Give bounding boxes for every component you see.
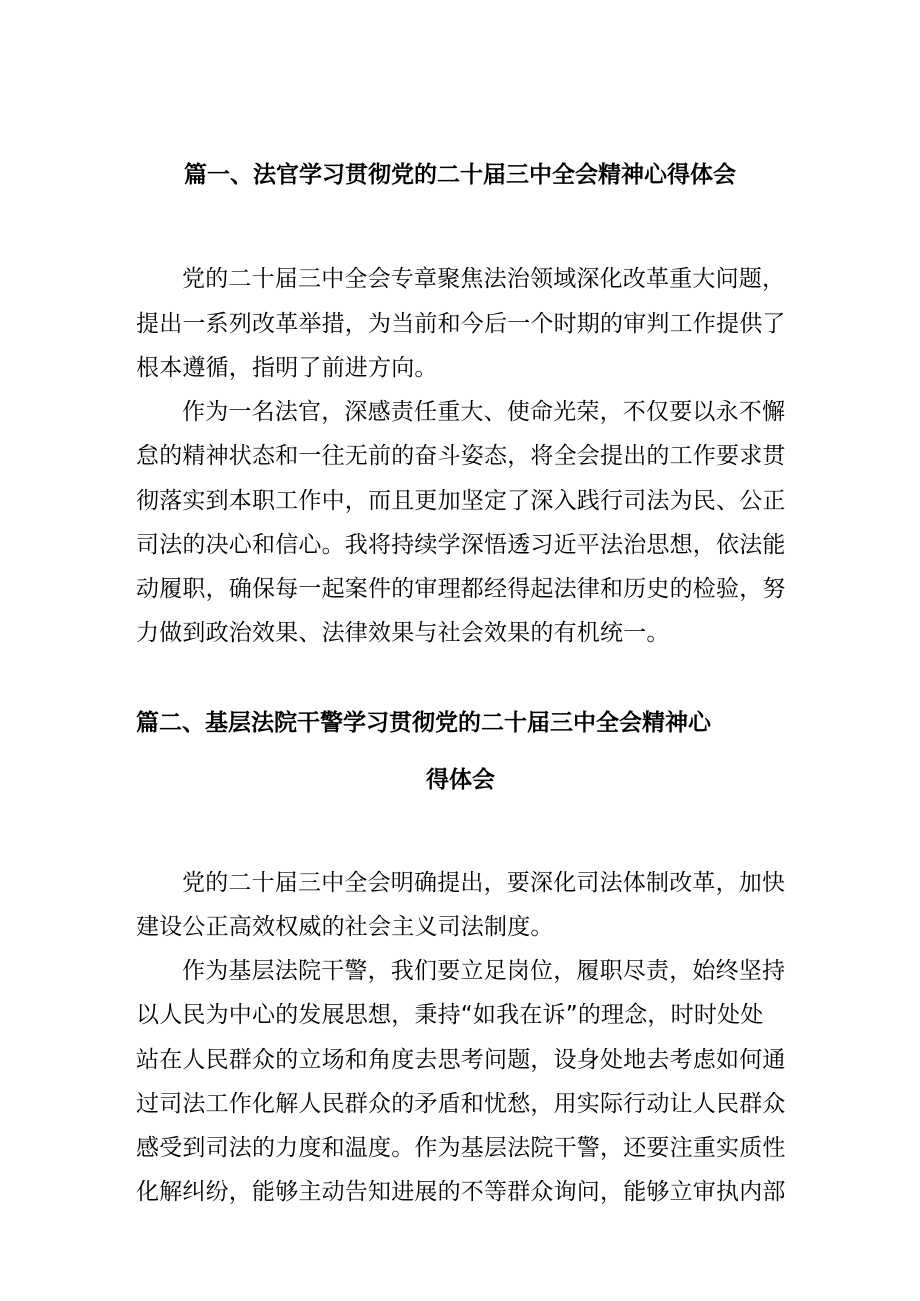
s1-p1-line1: 党的二十届三中全会专章聚焦法治领域深化改革重大问题， — [182, 266, 786, 292]
s2-p2-line3: 站在人民群众的立场和角度去思考问题，设身处地去考虑如何通 — [136, 1047, 786, 1073]
s1-p1-line2: 提出一系列改革举措，为当前和今后一个时期的审判工作提供了 — [136, 311, 786, 337]
s2-p1-line2: 建设公正高效权威的社会主义司法制度。 — [136, 914, 554, 940]
s1-p2-line5: 动履职，确保每一起案件的审理都经得起法律和历史的检验，努 — [136, 576, 786, 602]
section2-title-line2: 得体会 — [426, 767, 495, 793]
s1-p2-line3: 彻落实到本职工作中，而且更加坚定了深入践行司法为民、公正 — [136, 488, 786, 514]
s1-p2-line6: 力做到政治效果、法律效果与社会效果的有机统一。 — [136, 620, 670, 646]
s2-p2-line2: 以人民为中心的发展思想，秉持“如我在诉”的理念，时时处处 — [136, 1002, 764, 1028]
s1-p2-line2: 怠的精神状态和一往无前的奋斗姿态，将全会提出的工作要求贯 — [136, 443, 786, 469]
s2-p2-line1: 作为基层法院干警，我们要立足岗位，履职尽责，始终坚持 — [182, 958, 786, 984]
s2-p2-line6: 化解纠纷，能够主动告知进展的不等群众询问，能够立审执内部 — [136, 1179, 786, 1205]
s1-p1-line3: 根本遵循，指明了前进方向。 — [136, 355, 438, 381]
s2-p1-line1: 党的二十届三中全会明确提出，要深化司法体制改革，加快 — [182, 870, 786, 896]
s2-p2-line4: 过司法工作化解人民群众的矛盾和忧愁，用实际行动让人民群众 — [136, 1091, 786, 1117]
s2-p2-line5: 感受到司法的力度和温度。作为基层法院干警，还要注重实质性 — [136, 1135, 786, 1161]
section2-title-line1: 篇二、基层法院干警学习贯彻党的二十届三中全会精神心 — [136, 710, 711, 736]
section1-title: 篇一、法官学习贯彻党的二十届三中全会精神心得体会 — [184, 162, 736, 188]
s1-p2-line4: 司法的决心和信心。我将持续学深悟透习近平法治思想，依法能 — [136, 532, 786, 558]
s1-p2-line1: 作为一名法官，深感责任重大、使命光荣，不仅要以永不懈 — [182, 399, 786, 425]
